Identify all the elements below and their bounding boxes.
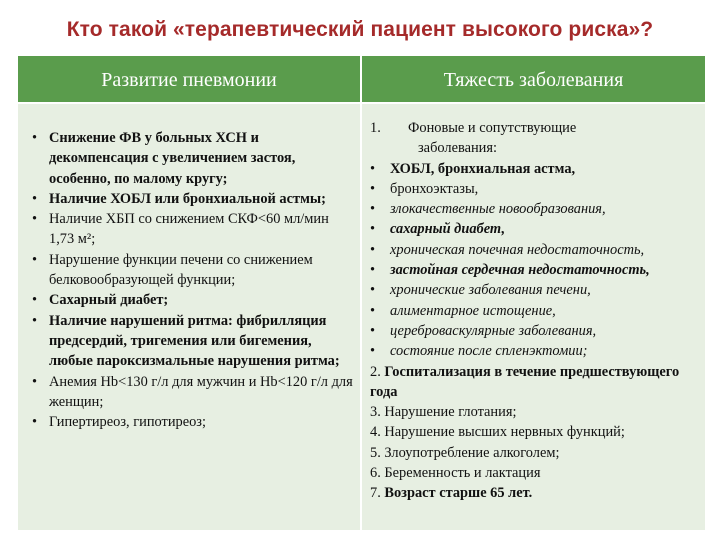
bullet-icon: • (32, 312, 38, 329)
item-number: 7. (370, 485, 385, 502)
comorbidity-item (370, 341, 704, 361)
pneumonia-factor-item (32, 290, 357, 310)
bullet-icon: • (32, 190, 38, 207)
bullet-icon: • (370, 221, 376, 238)
pneumonia-factor-item (32, 209, 357, 250)
comorbidity-item (370, 321, 704, 341)
bullet-icon: • (32, 251, 38, 268)
comorbidity-item (370, 240, 704, 260)
bullet-icon: • (370, 282, 376, 299)
item-number: 2. (370, 363, 385, 380)
severity-numbered-item (370, 463, 704, 483)
comorbidity-item (370, 179, 704, 199)
severity-numbered-text: Злоупотребление алкоголем; (384, 444, 560, 461)
severity-numbered-item (370, 402, 704, 422)
severity-item-1-line2: заболевания: (418, 140, 497, 157)
comorbidity-text: сахарный диабет, (390, 221, 506, 238)
pneumonia-factor-text: Сахарный диабет; (49, 292, 169, 309)
severity-numbered-item (370, 362, 704, 403)
pneumonia-factor-text: Наличие нарушений ритма: фибрилляция предсердий, тригемения или бигемения, любые пароксизмальные нарушения ритма; (49, 312, 340, 370)
pneumonia-factor-text: Анемия Hb<130 г/л для мужчин и Hb<120 г/л для женщин; (49, 373, 353, 410)
pneumonia-column (18, 104, 360, 530)
severity-numbered-text: Беременность и лактация (384, 465, 541, 482)
comorbidity-text: хроническая почечная недостаточность, (390, 241, 645, 258)
pneumonia-factor-item (32, 250, 357, 291)
comorbidity-item (370, 159, 704, 179)
severity-column (362, 104, 705, 530)
severity-numbered-text: Возраст старше 65 лет. (384, 485, 533, 502)
severity-numbered-item (370, 483, 704, 503)
bullet-icon: • (370, 180, 376, 197)
comorbidity-text: бронхоэктазы, (390, 180, 479, 197)
comorbidity-list (370, 159, 704, 362)
comorbidity-text: злокачественные новообразования, (390, 201, 606, 218)
severity-item-1-line1: Фоновые и сопутствующие (408, 120, 577, 136)
bullet-icon: • (370, 262, 376, 279)
severity-factor-list (370, 118, 704, 504)
pneumonia-factor-text: Нарушение функции печени со снижением белковообразующей функции; (49, 251, 313, 289)
item-number: 4. (370, 424, 385, 441)
header-pneumonia: Развитие пневмонии (18, 56, 360, 102)
pneumonia-factor-item (32, 311, 357, 372)
pneumonia-factor-text: Гипертиреоз, гипотиреоз; (49, 414, 206, 431)
comorbidity-text: хронические заболевания печени, (390, 282, 591, 299)
bullet-icon: • (32, 373, 38, 390)
item-number: 3. (370, 404, 385, 421)
pneumonia-factor-item (32, 412, 357, 432)
severity-numbered-text: Нарушение высших нервных функций; (384, 424, 625, 441)
item-number: 5. (370, 444, 385, 461)
severity-numbered-text: Нарушение глотания; (384, 404, 517, 421)
pneumonia-factor-item (32, 372, 357, 413)
comorbidity-text: застойная сердечная недостаточность, (390, 262, 650, 279)
pneumonia-factor-item (32, 189, 357, 209)
severity-numbered-text: Госпитализация в течение предшествующего года (370, 363, 680, 400)
comorbidity-item (370, 260, 704, 280)
bullet-icon: • (32, 211, 38, 228)
bullet-icon: • (32, 292, 38, 309)
bullet-icon: • (370, 160, 376, 177)
comorbidity-item (370, 219, 704, 239)
comorbidity-text: цереброваскулярные заболевания, (390, 322, 597, 339)
bullet-icon: • (32, 414, 38, 431)
pneumonia-factor-list (32, 128, 357, 432)
bullet-icon: • (370, 343, 376, 360)
pneumonia-factor-text: Снижение ФВ у больных ХСН и декомпенсация с увеличением застоя, особенно, по малому кругу; (49, 130, 296, 187)
severity-numbered-item (370, 443, 704, 463)
comorbidity-item (370, 301, 704, 321)
pneumonia-factor-text: Наличие ХБП со снижением СКФ<60 мл/мин 1,73 м²; (49, 211, 329, 248)
bullet-icon: • (370, 322, 376, 339)
bullet-icon: • (370, 201, 376, 218)
slide-title: Кто такой «терапевтический пациент высокого риска»? (66, 18, 654, 41)
severity-numbered-list (370, 362, 704, 504)
risk-table (18, 56, 705, 530)
pneumonia-factor-item (32, 128, 357, 189)
comorbidity-item (370, 280, 704, 300)
bullet-icon: • (32, 130, 38, 146)
item-number: 6. (370, 465, 385, 482)
bullet-icon: • (370, 302, 376, 319)
pneumonia-factor-text: Наличие ХОБЛ или бронхиальной астмы; (49, 190, 326, 207)
comorbidity-item (370, 199, 704, 219)
header-severity: Тяжесть заболевания (362, 56, 705, 102)
comorbidity-text: алиментарное истощение, (390, 302, 556, 319)
severity-item-1-number: 1. (370, 120, 381, 136)
bullet-icon: • (370, 241, 376, 258)
comorbidity-text: состояние после спленэктомии; (390, 343, 588, 360)
severity-numbered-item (370, 422, 704, 442)
severity-item-1 (370, 118, 704, 159)
comorbidity-text: ХОБЛ, бронхиальная астма, (390, 160, 576, 177)
